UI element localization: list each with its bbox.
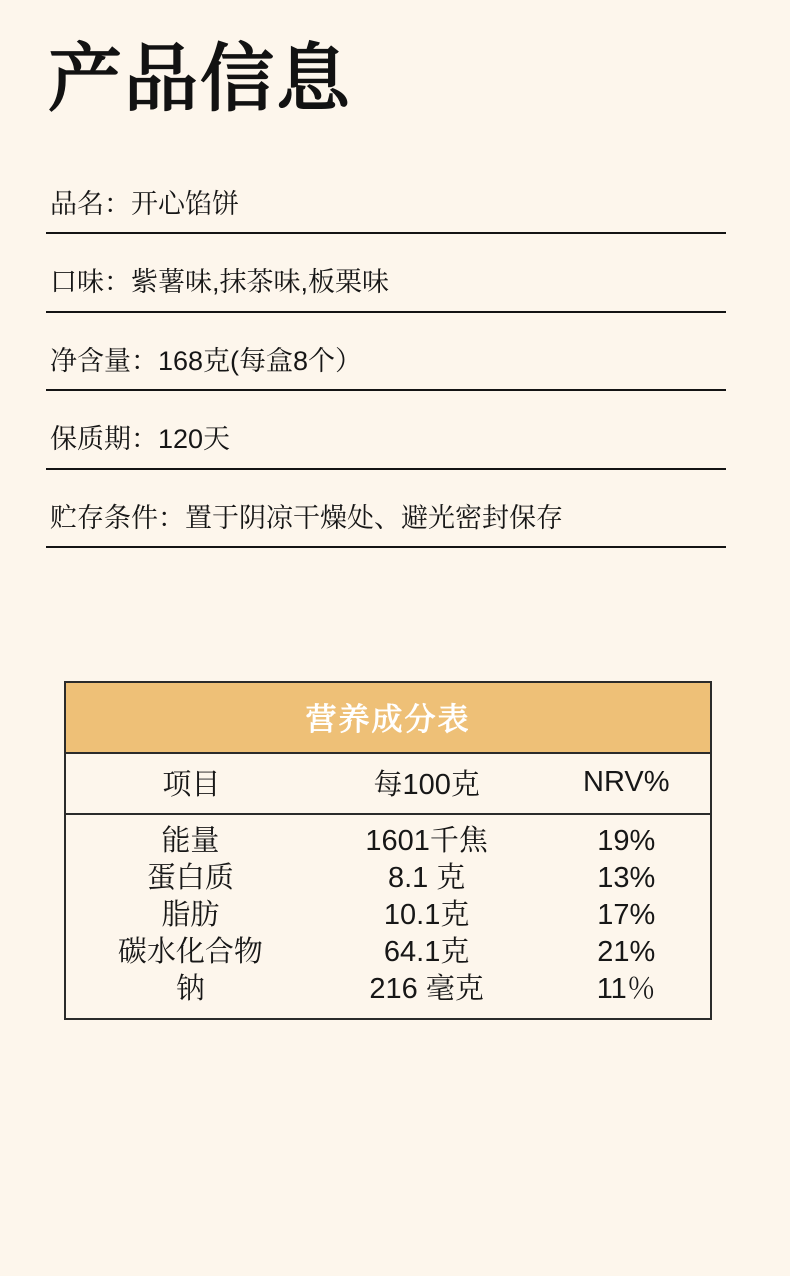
page-title: 产品信息 [48,37,352,120]
nutrition-item-energy: 能量 [161,825,220,857]
spec-label-flavor: 口味： [50,267,131,298]
spec-row-net-weight [46,337,726,391]
nutrition-item-sodium: 钠 [175,973,205,1005]
nutrition-nrv-sodium: 11％ [596,973,656,1005]
nutrition-table-title: 营养成分表 [66,683,710,754]
spec-label-name: 品名： [50,189,131,219]
spec-row-flavor [46,258,726,312]
nutrition-nrv-protein: 13% [597,862,656,894]
nutrition-item-carbohydrate: 碳水化合物 [117,936,263,968]
spec-row-name [46,180,726,234]
nutrition-value-carbohydrate: 64.1克 [383,936,470,968]
nutrition-col-per100g: 每100克 [373,769,480,801]
nutrition-col-nrv: NRV% [583,766,670,798]
nutrition-value-protein: 8.1 克 [387,862,466,894]
nutrition-item-protein: 蛋白质 [146,862,234,894]
spec-value-name: 开心馅饼 [131,189,239,219]
spec-value-shelf-life: 120天 [158,424,231,455]
spec-value-storage: 置于阴凉干燥处、避光密封保存 [185,502,563,533]
spec-label-shelf-life: 保质期： [50,424,158,455]
nutrition-value-energy: 1601千焦 [365,825,488,857]
spec-label-storage: 贮存条件： [50,502,185,533]
nutrition-table-body [66,815,710,1018]
nutrition-value-fat: 10.1克 [383,899,470,931]
nutrition-facts-table [64,681,712,1020]
nutrition-value-sodium: 216 毫克 [369,973,484,1005]
nutrition-item-fat: 脂肪 [161,899,220,931]
spec-label-net-weight: 净含量： [50,345,158,376]
spec-row-storage [46,494,726,548]
nutrition-nrv-fat: 17% [597,899,656,931]
spec-row-shelf-life [46,415,726,469]
product-spec-list [46,180,726,548]
table-row [66,860,710,897]
spec-value-flavor: 紫薯味,抹茶味,板栗味 [131,267,390,298]
table-row [66,934,710,971]
nutrition-nrv-carbohydrate: 21% [597,936,656,968]
table-row [66,823,710,860]
table-row [66,971,710,1008]
nutrition-nrv-energy: 19% [597,825,656,857]
spec-value-net-weight: 168克(每盒8个） [158,345,363,376]
nutrition-table-header [66,754,710,815]
table-row [66,897,710,934]
nutrition-col-item: 项目 [162,769,221,801]
